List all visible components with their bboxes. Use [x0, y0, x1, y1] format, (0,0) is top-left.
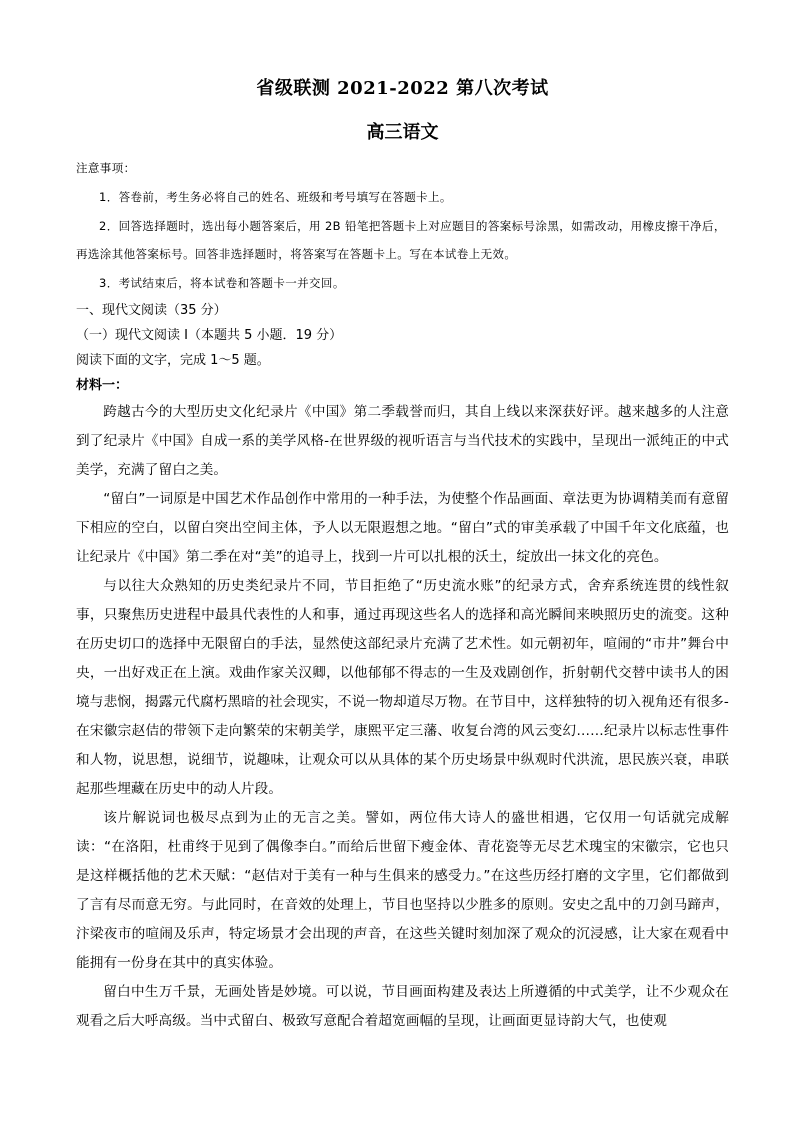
material-text [76, 398, 729, 1036]
notice-heading: 注意事项： [76, 161, 136, 175]
material-paragraph-5: 留白中生万千景，无画处皆是妙境。可以说，节目画面构建及表达上所遵循的中式美学，让不少观众在观看之后大呼高级。当中式留白、极致写意配合着超宽画幅的呈现，让画面更显诗韵大气，也使观 [76, 983, 729, 1029]
subject-title: 高三语文 [366, 122, 439, 143]
subpart-heading: （一）现代文阅读 I（本题共 5 小题．19 分） [76, 327, 343, 343]
exam-title: 省级联测 2021-2022 第八次考试 [256, 78, 549, 99]
material-label: 材料一： [76, 377, 129, 393]
notice-item-3: 3．考试结束后，将本试卷和答题卡一并交回。 [99, 276, 345, 291]
material-paragraph-2: “留白”一词原是中国艺术作品创作中常用的一种手法，为使整个作品画面、章法更为协调精美而有意留下相应的空白，以留白突出空间主体，予人以无限遐想之地。“留白”式的审美承载了中国千年文化底蕴，也让纪录片《中国》第二季在对“美”的追寻上，找到一片可以扎根的沃土，绽放出一抹文化的亮色。 [76, 490, 729, 565]
notice-item-1: 1．答卷前，考生务必将自己的姓名、班级和考号填写在答题卡上。 [99, 189, 452, 204]
section-headings [76, 298, 729, 398]
notice-block [76, 154, 729, 298]
material-paragraph-1: 跨越古今的大型历史文化纪录片《中国》第二季载誉而归，其自上线以来深获好评。越来越多的人注意到了纪录片《中国》自成一系的美学风格-在世界级的视听语言与当代技术的实践中，呈现出一派纯正的中式美学，充满了留白之美。 [76, 403, 729, 478]
part-heading: 一、现代文阅读（35 分） [76, 302, 227, 318]
material-paragraph-3: 与以往大众熟知的历史类纪录片不同，节目拒绝了“历史流水账”的纪录方式，舍弃系统连贯的线性叙事，只聚焦历史进程中最具代表性的人和事，通过再现这些名人的选择和高光瞬间来映照历史的流变。这种在历史切口的选择中无限留白的手法，显然使这部纪录片充满了艺术性。如元朝初年，喧闹的“市井”舞台中央，一出好戏正在上演。戏曲作家关汉卿，以他郁郁不得志的一生及戏剧创作，折射朝代交替中读书人的困境与悲悯，揭露元代腐朽黑暗的社会现实，不说一物却道尽万物。在节目中，这样独特的切入视角还有很多-在宋徽宗赵佶的带领下走向繁荣的宋朝美学，康熙平定三藩、收复台湾的风云变幻……纪录片以标志性事件和人物，说思想，说细节，说趣味，让观众可以从具体的某个历史场景中纵观时代洪流，思民族兴衰，串联起那些埋藏在历史中的动人片段。 [76, 577, 729, 797]
notice-item-2: 2．回答选择题时，选出每小题答案后，用 2B 铅笔把答题卡上对应题目的答案标号涂黑，如需改动，用橡皮擦干净后，再选涂其他答案标号。回答非选择题时，将答案写在答题卡上。写在本试卷上无效。 [76, 218, 726, 262]
material-paragraph-4: 该片解说词也极尽点到为止的无言之美。譬如，两位伟大诗人的盛世相遇，它仅用一句话就完成解读：“在洛阳，杜甫终于见到了偶像李白。”而给后世留下瘦金体、青花瓷等无尽艺术瑰宝的宋徽宗，它也只是这样概括他的艺术天赋：“赵佶对于美有一种与生俱来的感受力。”在这些历经打磨的文字里，它们都做到了言有尽而意无穷。与此同时，在音效的处理上，节目也坚持以少胜多的原则。安史之乱中的刀剑马蹄声，汴梁夜市的喧闹及乐声，特定场景才会出现的声音，在这些关键时刻加深了观众的沉浸感，让大家在观看中能拥有一份身在其中的真实体验。 [76, 809, 729, 971]
reading-instruction: 阅读下面的文字，完成 1～5 题。 [76, 352, 270, 368]
